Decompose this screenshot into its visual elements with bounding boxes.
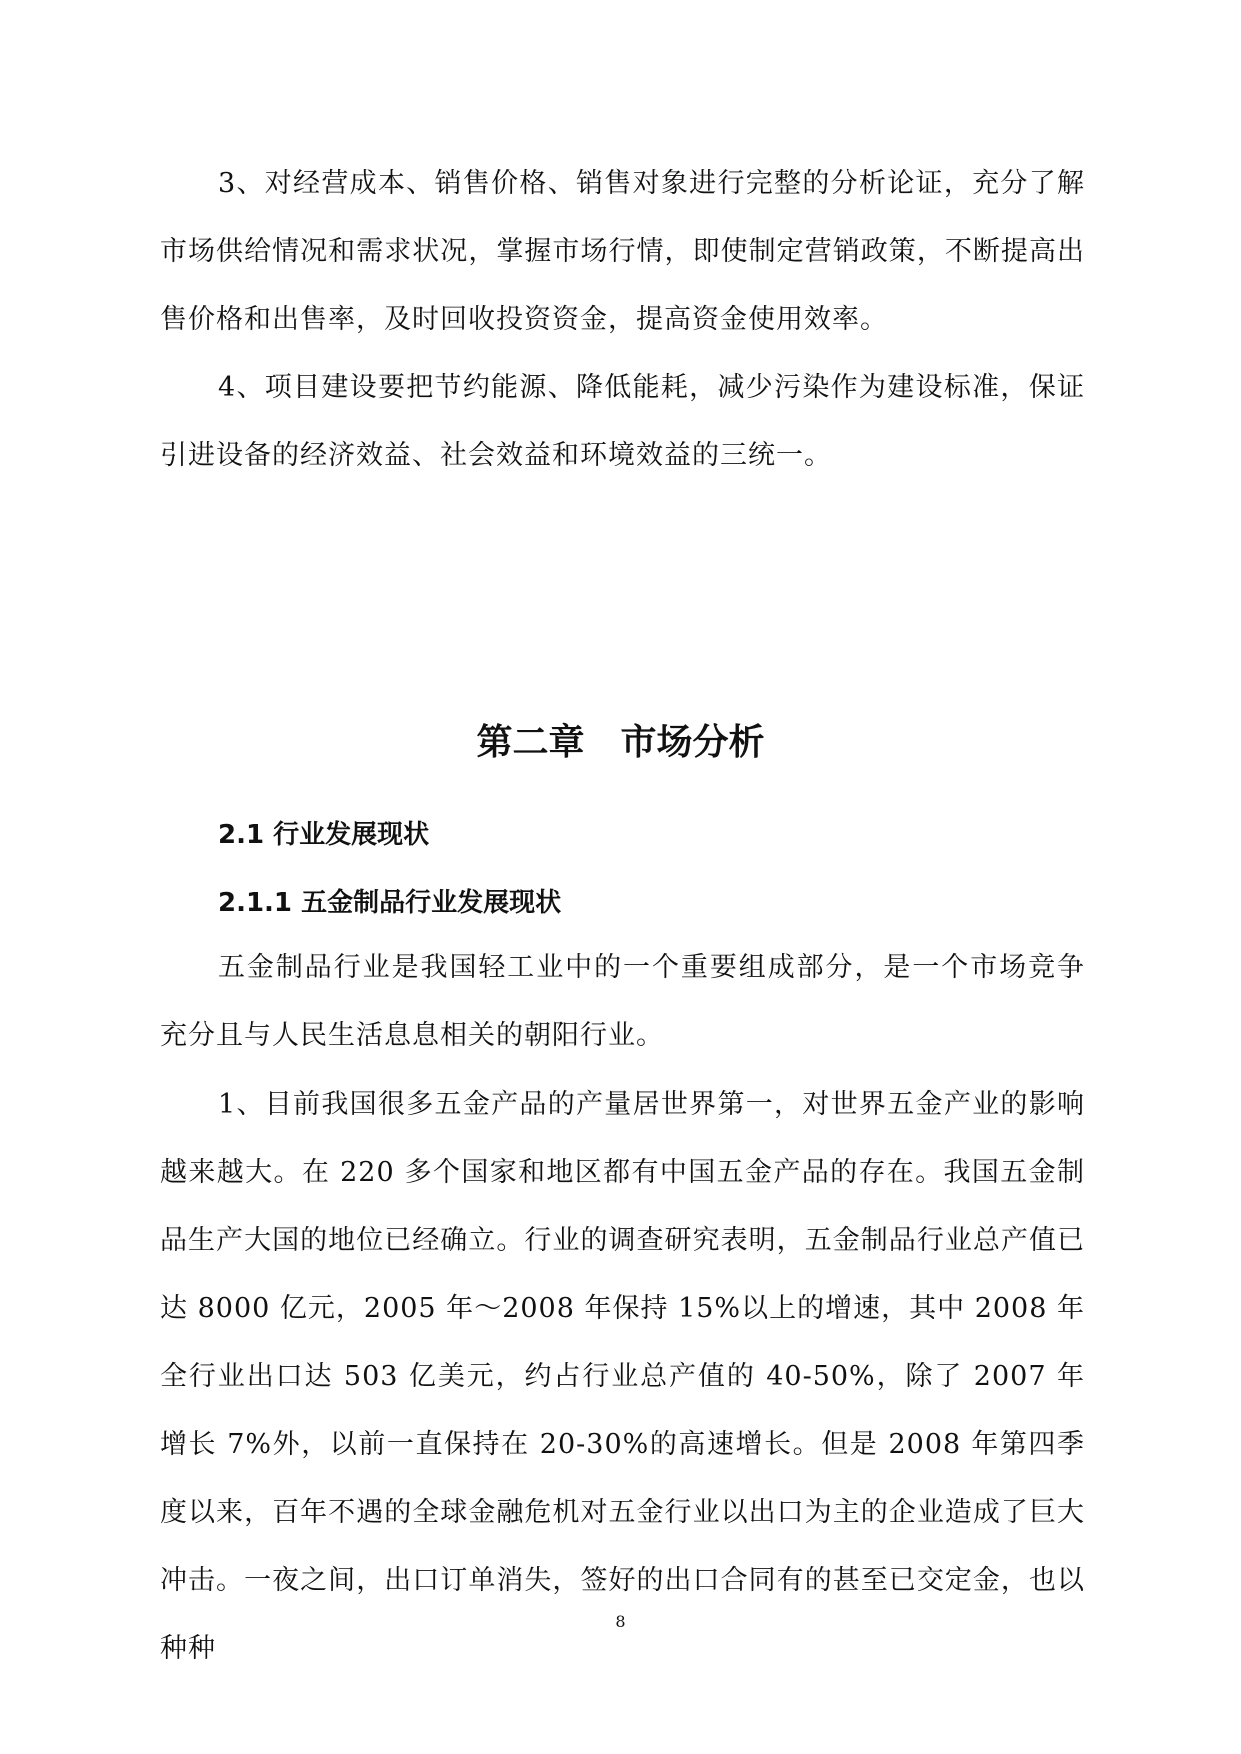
paragraph-1-production-status: 1、目前我国很多五金产品的产量居世界第一，对世界五金产业的影响越来越大。在 220 多个国家和地区都有中国五金产品的存在。我国五金制品生产大国的地位已经确立。行业的调查研究表明，五金制品行业总产值已达 8000 亿元，2005 年～2008 年保持 15%以上的增速，其中 2008 年全行业出口达 503 亿美元，约占行业总产值的 40-50%，除了 2007 年增长 7%外，以前一直保持在 20-30%的高速增长。但是 2008 年第四季度以来，百年不遇的全球金融危机对五金行业以出口为主的企业造成了巨大冲击。一夜之间，出口订单消失，签好的出口合同有的甚至已交定金，也以种种 <box>160 1089 1085 1664</box>
section-heading: 2.1 行业发展现状 <box>218 820 430 850</box>
chapter-title: 第二章 市场分析 <box>476 722 765 763</box>
paragraph-industry-intro: 五金制品行业是我国轻工业中的一个重要组成部分，是一个市场竞争充分且与人民生活息息相关的朝阳行业。 <box>160 952 1085 1051</box>
paragraph-4-energy-saving: 4、项目建设要把节约能源、降低能耗，减少污染作为建设标准，保证引进设备的经济效益、社会效益和环境效益的三统一。 <box>160 372 1085 471</box>
page-number: 8 <box>615 1612 626 1631</box>
subsection-heading: 2.1.1 五金制品行业发展现状 <box>218 888 562 918</box>
paragraph-3-operating-costs: 3、对经营成本、销售价格、销售对象进行完整的分析论证，充分了解市场供给情况和需求状况，掌握市场行情，即使制定营销政策，不断提高出售价格和出售率，及时回收投资资金，提高资金使用效率。 <box>160 168 1085 335</box>
